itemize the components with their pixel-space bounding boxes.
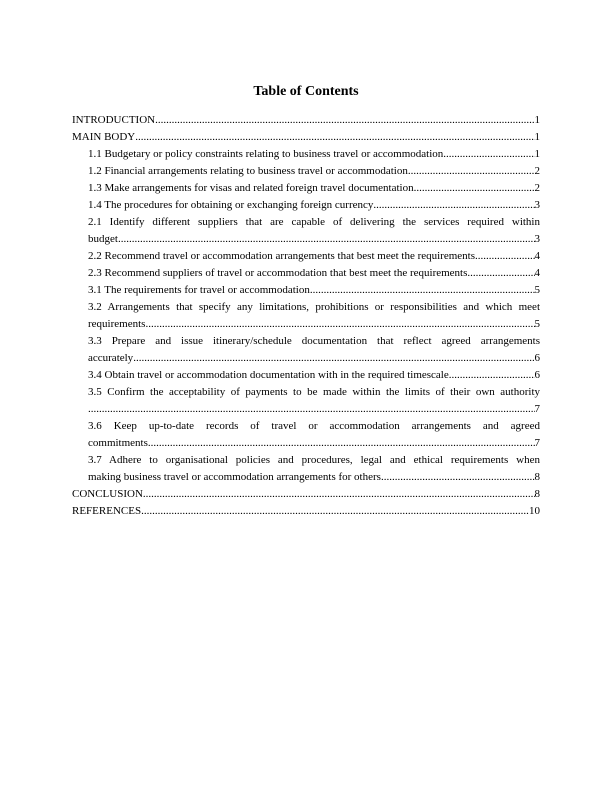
- toc-entry-3-2[interactable]: [72, 299, 540, 333]
- toc-entry-3-6[interactable]: [72, 418, 540, 452]
- toc-entry-3-5[interactable]: [72, 384, 540, 418]
- toc-page-number: 5: [534, 284, 540, 296]
- dot-leader: [449, 367, 535, 384]
- toc-page-number: 4: [534, 267, 540, 279]
- toc-page-number: 7: [534, 437, 540, 449]
- toc-page-number: 5: [534, 318, 540, 330]
- dot-leader: [88, 401, 535, 418]
- toc-page-number: 8: [534, 488, 540, 500]
- dot-leader: [408, 163, 535, 180]
- toc-entry-text: INTRODUCTION: [72, 114, 156, 126]
- toc-page-number: 6: [534, 369, 540, 381]
- toc-page-number: 1: [534, 131, 540, 143]
- toc-entry-3-4[interactable]: [72, 367, 540, 384]
- toc-entry-text: 1.1 Budgetary or policy constraints relating to business travel or accommodation: [88, 148, 444, 160]
- toc-page-number: 7: [534, 403, 540, 415]
- toc-entry-text: MAIN BODY: [72, 131, 136, 143]
- dot-leader: [310, 282, 535, 299]
- toc-entry-text-line1: 2.1 Identify different suppliers that are capable of delivering the services required within: [88, 216, 540, 228]
- toc-entry-text-line1: 3.2 Arrangements that specify any limitations, prohibitions or responsibilities and which meet: [88, 301, 540, 313]
- toc-entry-conclusion[interactable]: [72, 486, 540, 503]
- toc-entry-3-1[interactable]: [72, 282, 540, 299]
- toc-entry-text: 2.3 Recommend suppliers of travel or accommodation that best meet the requirements: [88, 267, 468, 279]
- toc-entry-text: 3.1 The requirements for travel or accommodation: [88, 284, 310, 296]
- toc-entry-text: CONCLUSION: [72, 488, 143, 500]
- dot-leader: [143, 486, 535, 503]
- toc-entry-text-line2: accurately: [88, 352, 134, 364]
- toc-entry-text: REFERENCES: [72, 505, 142, 517]
- toc-entry-2-3[interactable]: [72, 265, 540, 282]
- toc-title: Table of Contents: [253, 84, 359, 99]
- toc-entry-text-line2: making business travel or accommodation arrangements for others: [88, 471, 381, 483]
- toc-entry-references[interactable]: [72, 503, 540, 520]
- dot-leader: [155, 112, 534, 129]
- toc-entry-text-line2: budget: [88, 233, 118, 245]
- toc-entry-3-3[interactable]: [72, 333, 540, 367]
- toc-entry-text-line2: requirements: [88, 318, 146, 330]
- toc-page-number: 1: [534, 148, 540, 160]
- dot-leader: [414, 180, 535, 197]
- toc-entry-text-line1: 3.5 Confirm the acceptability of payments to be made within the limits of their own authority: [88, 386, 540, 398]
- toc-entry-text: 2.2 Recommend travel or accommodation arrangements that best meet the requirements: [88, 250, 476, 262]
- toc-entry-text: 1.2 Financial arrangements relating to business travel or accommodation: [88, 165, 408, 177]
- dot-leader: [475, 248, 534, 265]
- dot-leader: [148, 435, 535, 452]
- dot-leader: [373, 197, 534, 214]
- toc-entry-text-line2: commitments: [88, 437, 148, 449]
- toc-page-number: 3: [534, 233, 540, 245]
- toc-entry-text: 1.3 Make arrangements for visas and related foreign travel documentation: [88, 182, 414, 194]
- dot-leader: [381, 469, 535, 486]
- toc-entry-3-7[interactable]: [72, 452, 540, 486]
- toc-page-number: 2: [534, 182, 540, 194]
- dot-leader: [133, 350, 534, 367]
- toc-entry-introduction[interactable]: [72, 112, 540, 129]
- dot-leader: [145, 316, 534, 333]
- toc-entry-1-2[interactable]: [72, 163, 540, 180]
- toc-entry-1-4[interactable]: [72, 197, 540, 214]
- dot-leader: [467, 265, 534, 282]
- dot-leader: [135, 129, 534, 146]
- toc-page-number: 6: [534, 352, 540, 364]
- toc-page-number: 1: [534, 114, 540, 126]
- toc-entry-2-2[interactable]: [72, 248, 540, 265]
- toc-page-number: 10: [529, 505, 540, 517]
- toc-entry-1-1[interactable]: [72, 146, 540, 163]
- toc-page-number: 8: [534, 471, 540, 483]
- toc-entry-main-body[interactable]: [72, 129, 540, 146]
- dot-leader: [141, 503, 529, 520]
- toc-entry-text: 1.4 The procedures for obtaining or exchanging foreign currency: [88, 199, 374, 211]
- toc-entry-2-1[interactable]: [72, 214, 540, 248]
- table-of-contents: [72, 112, 540, 520]
- toc-entry-text: 3.4 Obtain travel or accommodation documentation with in the required timescale: [88, 369, 449, 381]
- toc-entry-text-line1: 3.6 Keep up-to-date records of travel or accommodation arrangements and agreed: [88, 420, 540, 432]
- toc-page-number: 4: [534, 250, 540, 262]
- toc-entry-text-line1: 3.7 Adhere to organisational policies and procedures, legal and ethical requirements when: [88, 454, 540, 466]
- toc-entry-1-3[interactable]: [72, 180, 540, 197]
- toc-entry-text-line1: 3.3 Prepare and issue itinerary/schedule documentation that reflect agreed arrangements: [88, 335, 540, 347]
- toc-page-number: 3: [534, 199, 540, 211]
- dot-leader: [443, 146, 534, 163]
- toc-page-number: 2: [534, 165, 540, 177]
- dot-leader: [118, 231, 535, 248]
